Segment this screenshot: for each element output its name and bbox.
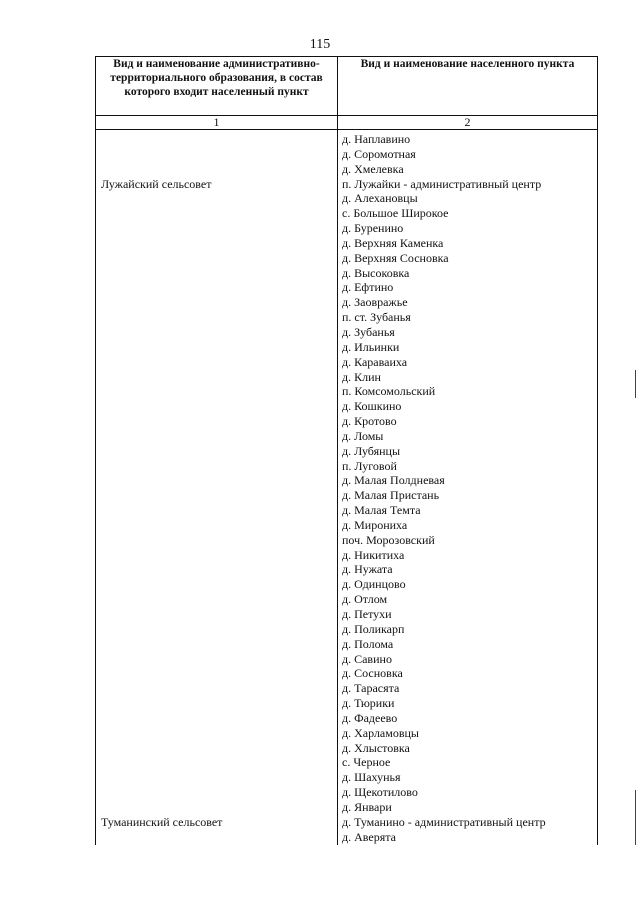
header-column-1: Вид и наименование административно-территориального образования, в состав которого входит населенный пункт — [96, 57, 338, 116]
settlement-item: п. Комсомольский — [342, 384, 436, 399]
settlement-item: д. Верхняя Сосновка — [342, 250, 449, 265]
settlement-item: д. Харламовцы — [342, 725, 419, 740]
settlement-column — [338, 130, 598, 845]
settlement-item: п. Лужайки - административный центр — [342, 176, 542, 191]
settlement-item: д. Заовражье — [342, 295, 408, 310]
settlements-table — [95, 56, 598, 845]
scan-mark-bottom — [635, 790, 636, 845]
settlement-item: д. Шахунья — [342, 770, 401, 785]
settlement-item: д. Караваиха — [342, 354, 408, 369]
settlement-item: д. Тарасята — [342, 681, 400, 696]
settlement-item: д. Лубянцы — [342, 443, 401, 458]
settlement-item: поч. Морозовский — [342, 532, 435, 547]
settlement-item: д. Малая Темта — [342, 503, 421, 518]
settlement-item: д. Малая Полдневая — [342, 473, 445, 488]
settlement-item: д. Январи — [342, 799, 392, 814]
table-header-row — [96, 57, 598, 116]
settlement-list — [338, 130, 597, 845]
settlement-item: д. Савино — [342, 651, 392, 666]
settlement-item: д. Клин — [342, 369, 381, 384]
settlement-item: с. Черное — [342, 755, 391, 770]
settlement-item: д. Отлом — [342, 592, 388, 607]
settlement-item: д. Ломы — [342, 428, 384, 443]
column-number-row — [96, 116, 598, 130]
settlement-item: д. Полома — [342, 636, 394, 651]
settlement-item: д. Соромотная — [342, 146, 416, 161]
settlement-item: д. Туманино - административный центр — [342, 814, 546, 829]
settlement-item: п. Луговой — [342, 458, 397, 473]
table-body-row — [96, 130, 598, 845]
settlement-item: д. Наплавино — [342, 132, 411, 146]
scan-mark-top — [635, 370, 636, 398]
settlement-item: д. Мирониха — [342, 517, 408, 532]
settlement-item: д. Аверята — [342, 829, 396, 844]
settlement-item: д. Никитиха — [342, 547, 405, 562]
settlement-item: д. Малая Пристань — [342, 488, 440, 503]
settlement-item: д. Одинцово — [342, 577, 406, 592]
settlement-item: д. Петухи — [342, 607, 392, 621]
district-luzhaisky: Лужайский сельсовет — [101, 177, 212, 191]
settlement-item: д. Кротово — [342, 414, 397, 429]
settlement-item: д. Сосновка — [342, 666, 403, 681]
settlement-item: д. Тюрики — [342, 696, 395, 711]
column-number-2: 2 — [338, 116, 598, 130]
settlement-item: д. Поликарп — [342, 621, 405, 636]
column-number-1: 1 — [96, 116, 338, 130]
district-column — [96, 130, 338, 845]
header-column-2: Вид и наименование населенного пункта — [338, 57, 598, 116]
settlement-item: д. Ильинки — [342, 339, 400, 354]
settlement-item: д. Нужата — [342, 562, 393, 577]
settlement-item: д. Буренино — [342, 221, 404, 236]
page-number: 115 — [309, 37, 331, 52]
settlement-item: д. Фадеево — [342, 710, 398, 725]
settlement-item: д. Кошкино — [342, 399, 402, 414]
settlement-item: д. Зубанья — [342, 324, 395, 339]
settlement-item: д. Щекотилово — [342, 785, 418, 800]
settlement-item: п. ст. Зубанья — [342, 310, 411, 325]
settlement-item: д. Хмелевка — [342, 161, 404, 176]
settlement-item: д. Хлыстовка — [342, 740, 410, 755]
settlement-item: д. Алехановцы — [342, 191, 418, 206]
settlement-item: д. Верхняя Каменка — [342, 235, 444, 250]
settlement-item: д. Высоковка — [342, 265, 410, 280]
settlement-item: с. Большое Широкое — [342, 206, 449, 221]
settlement-item: д. Ефтино — [342, 280, 394, 295]
district-tumaninsky: Туманинский сельсовет — [101, 815, 223, 829]
